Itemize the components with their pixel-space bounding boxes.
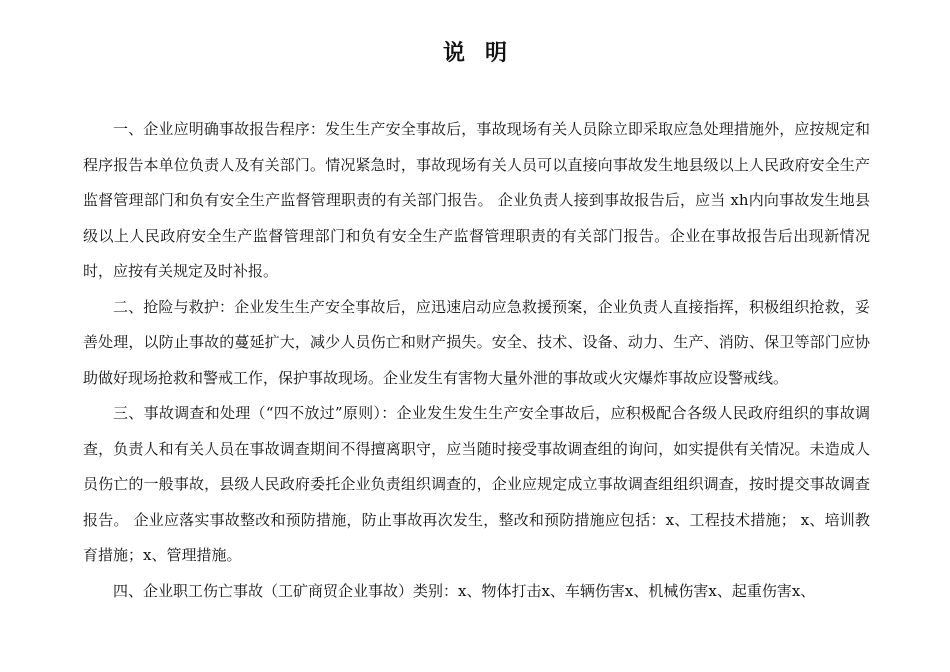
paragraph-accident-reporting: 一、企业应明确事故报告程序：发生生产安全事故后，事故现场有关人员除立即采取应急处理措施外，应按规定和程序报告本单位负责人及有关部门。情况紧急时，事故现场有关人员可以直接向事故发生地县级以上人民政府安全生产监督管理部门和负有安全生产监督管理职责的有关部门报告。 企业负责人接到事故报告后，应当 xh内向事故发生地县级以上人民政府安全生产监督管理部门和负有安全生产监督管理职责的有关部门报告。企业在事故报告后出现新情况时，应按有关规定及时补报。 — [83, 120, 870, 280]
paragraph-rescue: 二、抢险与救护：企业发生生产安全事故后，应迅速启动应急救援预案，企业负责人直接指挥，积极组织抢救，妥善处理，以防止事故的蔓延扩大，减少人员伤亡和财产损失。安全、技术、设备、动力、生产、消防、保卫等部门应协助做好现场抢救和警戒工作，保护事故现场。企业发生有害物大量外泄的事故或火灾爆炸事故应设警戒线。 — [83, 297, 870, 387]
page-title: 说明 — [442, 40, 527, 66]
paragraph-investigation: 三、事故调查和处理（“四不放过”原则）：企业发生发生生产安全事故后，应积极配合各级人民政府组织的事故调查，负责人和有关人员在事故调查期间不得擅离职守，应当随时接受事故调查组的询问，如实提供有关情况。未造成人员伤亡的一般事故，县级人民政府委托企业负责组织调查的，企业应规定成立事故调查组组织调查，按时提交事故调查报告。 企业应落实事故整改和预防措施，防止事故再次发生，整改和预防措施应包括：x、工程技术措施； x、培训教育措施；x、管理措施。 — [83, 404, 870, 564]
paragraph-accident-categories: 四、企业职工伤亡事故（工矿商贸企业事故）类别：x、物体打击x、车辆伤害x、机械伤害x、起重伤害x、 — [113, 581, 816, 600]
document-body — [83, 112, 870, 609]
